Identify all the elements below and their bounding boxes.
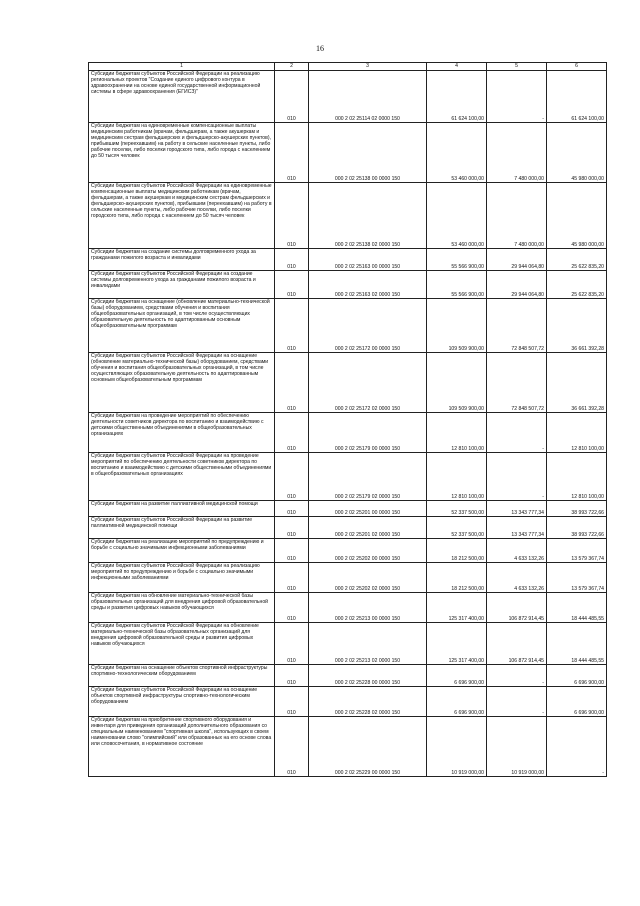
unexecuted-amount-cell: 45 980 000,00 bbox=[547, 123, 607, 183]
executed-amount-cell: 4 633 132,26 bbox=[487, 563, 547, 593]
unexecuted-amount-cell: 12 810 100,00 bbox=[547, 413, 607, 453]
approved-appropriations-cell: 10 919 000,00 bbox=[427, 717, 487, 777]
approved-appropriations-cell: 109 509 900,00 bbox=[427, 299, 487, 353]
budget-classification-code-cell: 000 2 02 25138 00 0000 150 bbox=[309, 123, 427, 183]
unexecuted-amount-cell: - bbox=[547, 717, 607, 777]
line-code-cell: 010 bbox=[275, 271, 309, 299]
unexecuted-amount-cell: 13 579 367,74 bbox=[547, 539, 607, 563]
executed-amount-cell: 7 480 000,00 bbox=[487, 183, 547, 249]
table-row bbox=[89, 299, 607, 353]
line-code-cell: 010 bbox=[275, 353, 309, 413]
table-row bbox=[89, 453, 607, 501]
income-name-cell: Субсидии бюджетам субъектов Российской Федерации на реализацию региональных проектов "Создание единого цифрового контура в здравоохранении на основе единой государственной информационной системы в сфере здравоохранения (ЕГИСЗ)" bbox=[89, 71, 275, 123]
income-name-cell: Субсидии бюджетам на оснащение (обновление материально-технической базы) оборудованием, средствами обучения и воспитания общеобразовательных организаций, в том числе осуществляющих образовательную деятельность по адаптированным основным общеобразовательным программам bbox=[89, 299, 275, 353]
approved-appropriations-cell: 18 212 500,00 bbox=[427, 539, 487, 563]
unexecuted-amount-cell: 25 622 835,20 bbox=[547, 271, 607, 299]
budget-classification-code-cell: 000 2 02 25172 00 0000 150 bbox=[309, 299, 427, 353]
line-code-cell: 010 bbox=[275, 71, 309, 123]
approved-appropriations-cell: 18 212 500,00 bbox=[427, 563, 487, 593]
table-row bbox=[89, 71, 607, 123]
approved-appropriations-cell: 12 810 100,00 bbox=[427, 413, 487, 453]
budget-classification-code-cell: 000 2 02 25163 02 0000 150 bbox=[309, 271, 427, 299]
table-row bbox=[89, 353, 607, 413]
executed-amount-cell: - bbox=[487, 665, 547, 687]
line-code-cell: 010 bbox=[275, 183, 309, 249]
table-row bbox=[89, 593, 607, 623]
approved-appropriations-cell: 52 337 500,00 bbox=[427, 501, 487, 517]
line-code-cell: 010 bbox=[275, 623, 309, 665]
income-name-cell: Субсидии бюджетам на единовременные компенсационные выплаты медицинским работникам (врачам, фельдшерам, а также акушеркам и медицинским сестрам фельдшерских и фельдшерско-акушерских пунктов), прибывшим (переехавшим) на работу в сельские населенные пункты, либо рабочие поселки, либо поселки городского типа, либо города с населением до 50 тысяч человек bbox=[89, 123, 275, 183]
approved-appropriations-cell: 6 696 900,00 bbox=[427, 665, 487, 687]
income-name-cell: Субсидии бюджетам на приобретение спортивного оборудования и инвентаря для приведения организаций дополнительного образования со специальным наименованием "спортивная школа", использующих в своем наименовании слово "олимпийский" или образованных на его основе слова или словосочетания, в нормативное состояние bbox=[89, 717, 275, 777]
column-header: 4 bbox=[427, 63, 487, 71]
approved-appropriations-cell: 12 810 100,00 bbox=[427, 453, 487, 501]
income-name-cell: Субсидии бюджетам на создание системы долговременного ухода за гражданами пожилого возраста и инвалидами bbox=[89, 249, 275, 271]
table-row bbox=[89, 501, 607, 517]
income-name-cell: Субсидии бюджетам субъектов Российской Федерации на реализацию мероприятий по предупреждению и борьбе с социально значимыми инфекционными заболеваниями bbox=[89, 563, 275, 593]
income-name-cell: Субсидии бюджетам субъектов Российской Федерации на проведение мероприятий по обеспечению деятельности советников директора по воспитанию и взаимодействию с детскими общественными объединениями в общеобразовательных организациях bbox=[89, 453, 275, 501]
unexecuted-amount-cell: 25 622 835,20 bbox=[547, 249, 607, 271]
budget-classification-code-cell: 000 2 02 25229 00 0000 150 bbox=[309, 717, 427, 777]
approved-appropriations-cell: 125 317 400,00 bbox=[427, 623, 487, 665]
executed-amount-cell: 4 633 132,26 bbox=[487, 539, 547, 563]
table-row bbox=[89, 183, 607, 249]
budget-classification-code-cell: 000 2 02 25228 02 0000 150 bbox=[309, 687, 427, 717]
line-code-cell: 010 bbox=[275, 501, 309, 517]
table-row bbox=[89, 539, 607, 563]
income-name-cell: Субсидии бюджетам на реализацию мероприятий по предупреждению и борьбе с социально значимыми инфекционными заболеваниями bbox=[89, 539, 275, 563]
approved-appropriations-cell: 109 509 900,00 bbox=[427, 353, 487, 413]
line-code-cell: 010 bbox=[275, 413, 309, 453]
income-name-cell: Субсидии бюджетам субъектов Российской Федерации на создание системы долговременного ухода за гражданами пожилого возраста и инвалидами bbox=[89, 271, 275, 299]
income-name-cell: Субсидии бюджетам на оснащение объектов спортивной инфраструктуры спортивно-технологическим оборудованием bbox=[89, 665, 275, 687]
executed-amount-cell: 10 919 000,00 bbox=[487, 717, 547, 777]
budget-classification-code-cell: 000 2 02 25202 00 0000 150 bbox=[309, 539, 427, 563]
income-name-cell: Субсидии бюджетам субъектов Российской Федерации на обновление материально-технической базы образовательных организаций для внедрения цифровой образовательной среды и развития цифровых навыков обучающихся bbox=[89, 623, 275, 665]
budget-classification-code-cell: 000 2 02 25202 02 0000 150 bbox=[309, 563, 427, 593]
executed-amount-cell: 13 343 777,34 bbox=[487, 517, 547, 539]
approved-appropriations-cell: 6 696 900,00 bbox=[427, 687, 487, 717]
approved-appropriations-cell: 52 337 500,00 bbox=[427, 517, 487, 539]
budget-classification-code-cell: 000 2 02 25138 02 0000 150 bbox=[309, 183, 427, 249]
budget-classification-code-cell: 000 2 02 25179 02 0000 150 bbox=[309, 453, 427, 501]
budget-classification-code-cell: 000 2 02 25201 02 0000 150 bbox=[309, 517, 427, 539]
budget-classification-code-cell: 000 2 02 25201 00 0000 150 bbox=[309, 501, 427, 517]
budget-classification-code-cell: 000 2 02 25228 00 0000 150 bbox=[309, 665, 427, 687]
column-header: 2 bbox=[275, 63, 309, 71]
income-name-cell: Субсидии бюджетам на проведение мероприятий по обеспечению деятельности советников директора по воспитанию и взаимодействию с детскими общественными объединениями в общеобразовательных организациях bbox=[89, 413, 275, 453]
income-name-cell: Субсидии бюджетам субъектов Российской Федерации на оснащение объектов спортивной инфраструктуры спортивно-технологическим оборудованием bbox=[89, 687, 275, 717]
line-code-cell: 010 bbox=[275, 687, 309, 717]
approved-appropriations-cell: 55 566 900,00 bbox=[427, 249, 487, 271]
table-row bbox=[89, 687, 607, 717]
income-name-cell: Субсидии бюджетам субъектов Российской Федерации на оснащение (обновление материально-технической базы) оборудованием, средствами обучения и воспитания общеобразовательных организаций, в том числе осуществляющих образовательную деятельность по адаптированным основным общеобразовательным программам bbox=[89, 353, 275, 413]
line-code-cell: 010 bbox=[275, 563, 309, 593]
income-name-cell: Субсидии бюджетам субъектов Российской Федерации на развитие паллиативной медицинской помощи bbox=[89, 517, 275, 539]
executed-amount-cell: - bbox=[487, 413, 547, 453]
line-code-cell: 010 bbox=[275, 665, 309, 687]
income-name-cell: Субсидии бюджетам на развитие паллиативной медицинской помощи bbox=[89, 501, 275, 517]
table-row bbox=[89, 665, 607, 687]
executed-amount-cell: 106 872 914,45 bbox=[487, 593, 547, 623]
budget-classification-code-cell: 000 2 02 25114 02 0000 150 bbox=[309, 71, 427, 123]
unexecuted-amount-cell: 36 661 392,28 bbox=[547, 299, 607, 353]
approved-appropriations-cell: 53 460 000,00 bbox=[427, 123, 487, 183]
line-code-cell: 010 bbox=[275, 123, 309, 183]
table-row bbox=[89, 717, 607, 777]
unexecuted-amount-cell: 45 980 000,00 bbox=[547, 183, 607, 249]
executed-amount-cell: - bbox=[487, 687, 547, 717]
executed-amount-cell: 72 848 507,72 bbox=[487, 299, 547, 353]
line-code-cell: 010 bbox=[275, 593, 309, 623]
executed-amount-cell: - bbox=[487, 71, 547, 123]
approved-appropriations-cell: 53 460 000,00 bbox=[427, 183, 487, 249]
unexecuted-amount-cell: 38 993 722,66 bbox=[547, 501, 607, 517]
unexecuted-amount-cell: 6 696 900,00 bbox=[547, 687, 607, 717]
column-header: 6 bbox=[547, 63, 607, 71]
income-name-cell: Субсидии бюджетам на обновление материально-технической базы образовательных организаций для внедрения цифровой образовательной среды и развития цифровых навыков обучающихся bbox=[89, 593, 275, 623]
budget-classification-code-cell: 000 2 02 25179 00 0000 150 bbox=[309, 413, 427, 453]
budget-classification-code-cell: 000 2 02 25163 00 0000 150 bbox=[309, 249, 427, 271]
budget-classification-code-cell: 000 2 02 25213 02 0000 150 bbox=[309, 623, 427, 665]
line-code-cell: 010 bbox=[275, 249, 309, 271]
table-row bbox=[89, 123, 607, 183]
table-row bbox=[89, 249, 607, 271]
income-name-cell: Субсидии бюджетам субъектов Российской Федерации на единовременные компенсационные выплаты медицинским работникам (врачам, фельдшерам, а также акушеркам и медицинским сестрам фельдшерских и фельдшерско-акушерских пунктов), прибывшим (переехавшим) на работу в сельские населенные пункты, либо рабочие поселки, либо поселки городского типа, либо города с населением до 50 тысяч человек bbox=[89, 183, 275, 249]
executed-amount-cell: - bbox=[487, 453, 547, 501]
line-code-cell: 010 bbox=[275, 539, 309, 563]
executed-amount-cell: 13 343 777,34 bbox=[487, 501, 547, 517]
budget-classification-code-cell: 000 2 02 25172 02 0000 150 bbox=[309, 353, 427, 413]
unexecuted-amount-cell: 61 624 100,00 bbox=[547, 71, 607, 123]
column-number-row bbox=[89, 63, 607, 71]
table-row bbox=[89, 517, 607, 539]
budget-classification-code-cell: 000 2 02 25213 00 0000 150 bbox=[309, 593, 427, 623]
executed-amount-cell: 72 848 507,72 bbox=[487, 353, 547, 413]
executed-amount-cell: 7 480 000,00 bbox=[487, 123, 547, 183]
unexecuted-amount-cell: 6 696 900,00 bbox=[547, 665, 607, 687]
column-header: 3 bbox=[309, 63, 427, 71]
unexecuted-amount-cell: 38 993 722,66 bbox=[547, 517, 607, 539]
line-code-cell: 010 bbox=[275, 453, 309, 501]
column-header: 1 bbox=[89, 63, 275, 71]
line-code-cell: 010 bbox=[275, 717, 309, 777]
table-row bbox=[89, 563, 607, 593]
unexecuted-amount-cell: 12 810 100,00 bbox=[547, 453, 607, 501]
table-row bbox=[89, 413, 607, 453]
unexecuted-amount-cell: 18 444 485,55 bbox=[547, 623, 607, 665]
budget-revenue-table bbox=[88, 62, 607, 777]
executed-amount-cell: 29 944 064,80 bbox=[487, 249, 547, 271]
approved-appropriations-cell: 125 317 400,00 bbox=[427, 593, 487, 623]
page-number: 16 bbox=[316, 44, 324, 53]
line-code-cell: 010 bbox=[275, 299, 309, 353]
table-row bbox=[89, 271, 607, 299]
column-header: 5 bbox=[487, 63, 547, 71]
unexecuted-amount-cell: 13 579 367,74 bbox=[547, 563, 607, 593]
table-row bbox=[89, 623, 607, 665]
approved-appropriations-cell: 61 624 100,00 bbox=[427, 71, 487, 123]
line-code-cell: 010 bbox=[275, 517, 309, 539]
unexecuted-amount-cell: 36 661 392,28 bbox=[547, 353, 607, 413]
approved-appropriations-cell: 55 566 900,00 bbox=[427, 271, 487, 299]
executed-amount-cell: 106 872 914,45 bbox=[487, 623, 547, 665]
unexecuted-amount-cell: 18 444 485,55 bbox=[547, 593, 607, 623]
executed-amount-cell: 29 944 064,80 bbox=[487, 271, 547, 299]
